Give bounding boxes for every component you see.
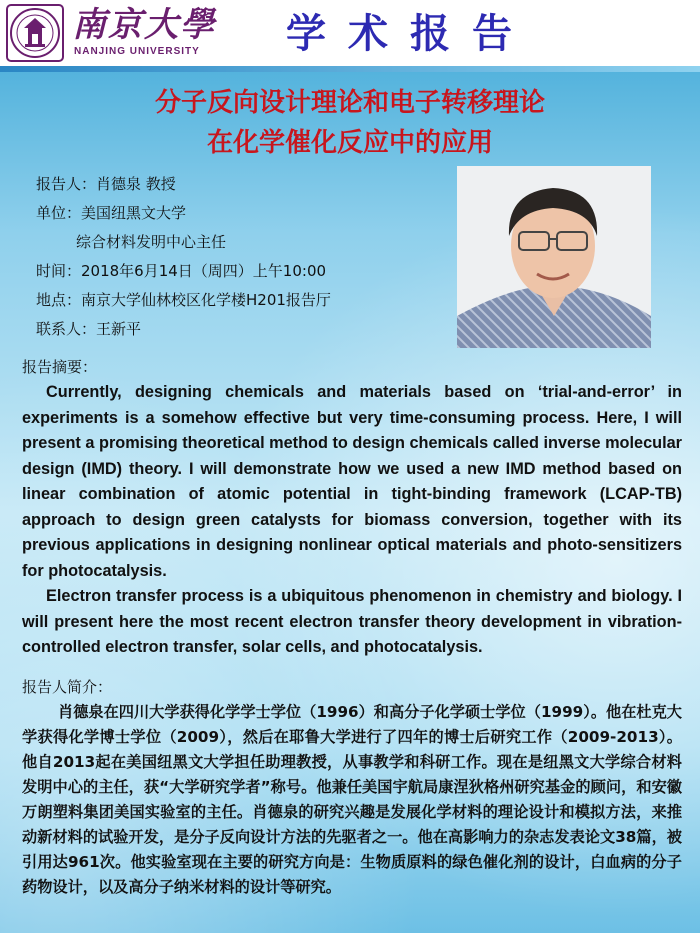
time-line: 时间：2018年6月14日（周四）上午10:00	[36, 262, 327, 280]
contact-line: 联系人：王新平	[36, 320, 142, 338]
talk-title-line1: 分子反向设计理论和电子转移理论	[154, 88, 545, 118]
bio-label: 报告人简介：	[22, 678, 113, 696]
university-logo-cn: 南京大學	[72, 5, 216, 45]
place-line: 地点：南京大学仙林校区化学楼H201报告厅	[36, 291, 331, 309]
bio-body	[22, 700, 682, 900]
header-bar	[0, 0, 700, 66]
abstract-paragraph-2: Electron transfer process is a ubiquitous phenomenon in chemistry and biology. I will present here the most recent electron transfer theory development in vibration-controlled electron transfer, solar cells, and photocatalysis.	[22, 587, 682, 656]
university-logo-en: NANJING UNIVERSITY	[74, 46, 200, 57]
bio-paragraph: 肖德泉在四川大学获得化学学士学位（1996）和高分子化学硕士学位（1999）。他在杜克大学获得化学博士学位（2009），然后在耶鲁大学进行了四年的博士后研究工作（2009-2013）。他自2013起在美国纽黑文大学担任助理教授，从事教学和科研工作。现在是纽黑文大学综合材料发明中心的主任，获“大学研究学者”称号。他兼任美国宇航局康涅狄格州研究基金的顾问，和安徽万朗塑料集团美国实验室的主任。肖德泉的研究兴趣是发展化学材料的理论设计和模拟方法，来推动新材料的试验开发，是分子反向设计方法的先驱者之一。他在高影响力的杂志发表论文38篇，被引用达961次。他实验室现在主要的研究方向是：生物质原料的绿色催化剂的设计，白血病的分子药物设计，以及高分子纳米材料的设计等研究。	[22, 703, 682, 896]
university-seal-icon	[6, 4, 64, 62]
unit-line-2: 综合材料发明中心主任	[76, 233, 227, 251]
speaker-line: 报告人：肖德泉 教授	[36, 175, 176, 193]
abstract-body	[22, 380, 682, 661]
banner-title: 学术报告	[286, 11, 534, 57]
talk-title-line2: 在化学催化反应中的应用	[206, 128, 493, 158]
abstract-label: 报告摘要：	[22, 358, 98, 376]
unit-line: 单位：美国纽黑文大学	[36, 204, 187, 222]
header-divider	[0, 66, 700, 72]
speaker-photo	[457, 166, 651, 348]
abstract-paragraph-1: Currently, designing chemicals and materials based on ‘trial-and-error’ in experiments is a somehow effective but very time-consuming process. Here, I will present a promising theoretical method to design chemicals called inverse molecular design (IMD) theory. I will demonstrate how we used a new IMD method based on linear combination of atomic potential in tight-binding framework (LCAP-TB) approach to design green catalysts for biomass conversion, together with its previous applications in designing nonlinear optical materials and photo-sensitizers for photocatalysis.	[22, 383, 682, 580]
